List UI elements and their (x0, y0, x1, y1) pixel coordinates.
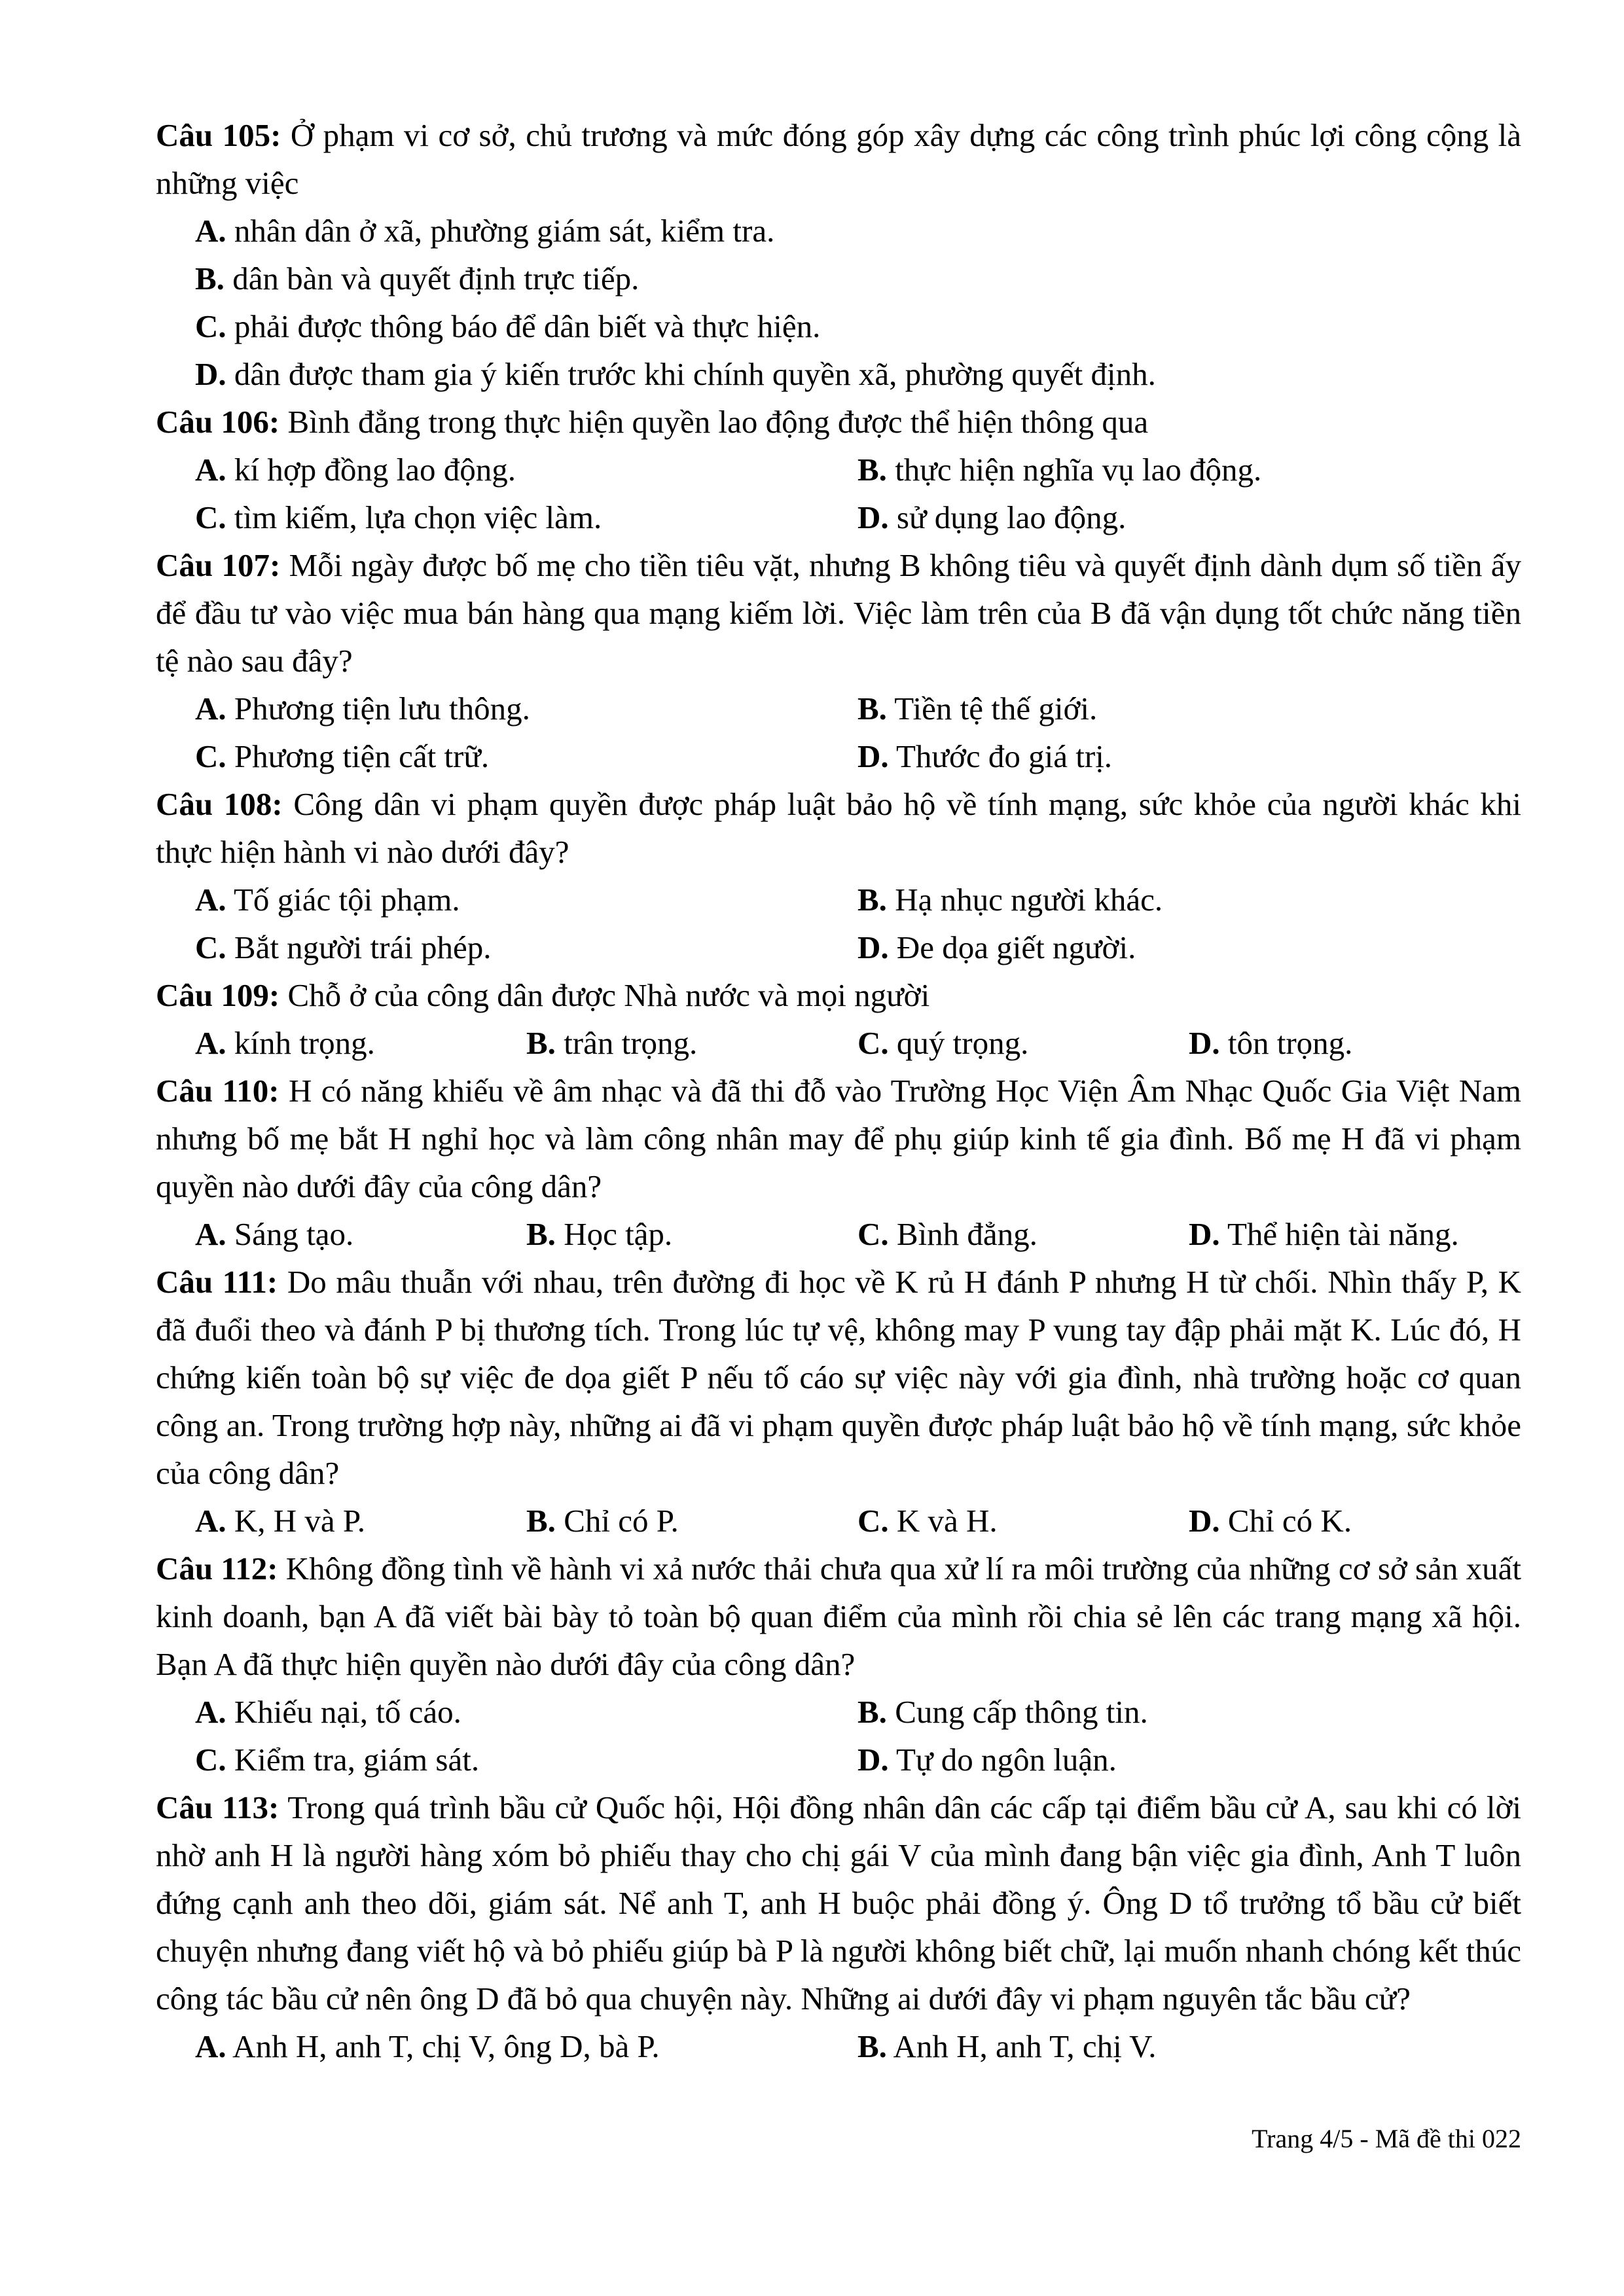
option-label: A. (195, 691, 226, 726)
option-label: A. (195, 1025, 226, 1061)
option-label: C. (857, 1503, 889, 1539)
option-label: B. (526, 1025, 556, 1061)
option-text: Tiền tệ thế giới. (886, 691, 1098, 726)
option-text: sử dụng lao động. (888, 499, 1127, 535)
option-row (195, 924, 1521, 971)
question-number: Câu 105: (156, 117, 281, 153)
option-label: C. (195, 929, 226, 965)
answer-option-b (857, 685, 1520, 732)
answer-option-c (857, 1019, 1189, 1067)
answer-option-c (195, 493, 857, 541)
question-6 (156, 1067, 1521, 1258)
question-stem (156, 1545, 1521, 1688)
option-row (195, 685, 1521, 732)
answer-option-c (857, 1210, 1189, 1258)
answer-option-c (195, 924, 857, 971)
answer-option-d (857, 924, 1520, 971)
answer-option-a (195, 2022, 857, 2070)
option-label: A. (195, 213, 226, 249)
option-text: Học tập. (555, 1216, 673, 1252)
option-text: Kiểm tra, giám sát. (226, 1742, 480, 1778)
answer-option-b (857, 876, 1520, 924)
answer-option-d (1189, 1019, 1520, 1067)
option-label: A. (195, 2028, 226, 2064)
option-label: C. (195, 1742, 226, 1778)
option-text: Bắt người trái phép. (226, 929, 492, 965)
option-label: B. (857, 882, 887, 918)
question-number: Câu 106: (156, 404, 280, 440)
option-row (195, 876, 1521, 924)
option-text: quý trọng. (888, 1025, 1029, 1061)
option-text: dân bàn và quyết định trực tiếp. (224, 260, 640, 296)
option-text: kính trọng. (226, 1025, 375, 1061)
question-4 (156, 780, 1521, 971)
question-number: Câu 112: (156, 1551, 278, 1587)
question-stem (156, 971, 1521, 1019)
answer-option-a (195, 1210, 526, 1258)
question-text: Không đồng tình về hành vi xả nước thải chưa qua xử lí ra môi trường của những cơ sở sản xuất kinh doanh, bạn A đã viết bài bày tỏ toàn bộ quan điểm của mình rồi chia sẻ lên các trang mạng xã hội. Bạn A đã thực hiện quyền nào dưới đây của công dân? (156, 1551, 1521, 1682)
answer-option-b (857, 446, 1520, 493)
option-label: B. (857, 2028, 887, 2064)
option-row (195, 255, 1521, 302)
option-text: Phương tiện lưu thông. (226, 691, 530, 726)
option-text: nhân dân ở xã, phường giám sát, kiểm tra. (226, 213, 775, 249)
option-text: Hạ nhục người khác. (886, 882, 1163, 918)
answer-option-a (195, 1019, 526, 1067)
option-row (195, 1210, 1521, 1258)
question-5 (156, 971, 1521, 1067)
answer-option-a (195, 446, 857, 493)
option-row (195, 1736, 1521, 1784)
option-label: A. (195, 882, 226, 918)
option-text: Tố giác tội phạm. (226, 882, 460, 918)
question-stem (156, 541, 1521, 685)
answer-option-a (195, 207, 1521, 255)
answer-options (156, 2022, 1521, 2070)
option-label: B. (857, 691, 887, 726)
answer-option-a (195, 685, 857, 732)
question-text: H có năng khiếu về âm nhạc và đã thi đỗ vào Trường Học Viện Âm Nhạc Quốc Gia Việt Nam nhưng bố mẹ bắt H nghỉ học và làm công nhân may để phụ giúp kinh tế gia đình. Bố mẹ H đã vi phạm quyền nào dưới đây của công dân? (156, 1073, 1521, 1204)
option-row (195, 493, 1521, 541)
question-stem (156, 1784, 1521, 2022)
answer-options (156, 1210, 1521, 1258)
answer-option-c (195, 302, 1521, 350)
option-text: Anh H, anh T, chị V. (886, 2028, 1157, 2064)
option-text: K và H. (888, 1503, 998, 1539)
option-label: B. (857, 452, 887, 488)
option-row (195, 446, 1521, 493)
answer-option-b (526, 1019, 857, 1067)
question-1 (156, 111, 1521, 398)
option-text: Đe dọa giết người. (888, 929, 1136, 965)
option-label: C. (195, 308, 226, 344)
option-row (195, 2022, 1521, 2070)
answer-option-d (195, 350, 1521, 398)
option-label: C. (195, 738, 226, 774)
option-text: kí hợp đồng lao động. (226, 452, 516, 488)
option-label: D. (857, 1742, 889, 1778)
page-footer: Trang 4/5 - Mã đề thi 022 (1252, 2124, 1521, 2153)
answer-option-b (195, 255, 1521, 302)
option-text: Chỉ có P. (555, 1503, 679, 1539)
option-row (195, 1688, 1521, 1736)
answer-option-d (1189, 1497, 1520, 1545)
option-label: D. (857, 929, 889, 965)
question-stem (156, 111, 1521, 207)
option-label: D. (1189, 1503, 1220, 1539)
option-text: tìm kiếm, lựa chọn việc làm. (226, 499, 602, 535)
option-text: Thể hiện tài năng. (1219, 1216, 1459, 1252)
option-text: trân trọng. (555, 1025, 698, 1061)
question-stem (156, 780, 1521, 876)
option-label: C. (857, 1025, 889, 1061)
option-label: A. (195, 1216, 226, 1252)
answer-option-b (857, 1688, 1520, 1736)
option-label: B. (857, 1694, 887, 1730)
answer-options (156, 876, 1521, 971)
option-row (195, 732, 1521, 780)
answer-option-c (857, 1497, 1189, 1545)
option-text: Chỉ có K. (1219, 1503, 1352, 1539)
option-text: Sáng tạo. (226, 1216, 354, 1252)
option-label: C. (195, 499, 226, 535)
answer-option-d (1189, 1210, 1520, 1258)
option-text: thực hiện nghĩa vụ lao động. (886, 452, 1262, 488)
option-label: A. (195, 1503, 226, 1539)
question-stem (156, 1067, 1521, 1210)
answer-options (156, 1019, 1521, 1067)
answer-option-d (857, 1736, 1520, 1784)
option-row (195, 302, 1521, 350)
question-text: Ở phạm vi cơ sở, chủ trương và mức đóng góp xây dựng các công trình phúc lợi công cộng là những việc (156, 117, 1521, 201)
question-text: Trong quá trình bầu cử Quốc hội, Hội đồng nhân dân các cấp tại điểm bầu cử A, sau khi có lời nhờ anh H là người hàng xóm bỏ phiếu thay cho chị gái V của mình đang bận việc gia đình, Anh T luôn đứng cạnh anh theo dõi, giám sát. Nể anh T, anh H buộc phải đồng ý. Ông D tổ trưởng tổ bầu cử biết chuyện nhưng đang viết hộ và bỏ phiếu giúp bà P là người không biết chữ, lại muốn nhanh chóng kết thúc công tác bầu cử nên ông D đã bỏ qua chuyện này. Những ai dưới đây vi phạm nguyên tắc bầu cử? (156, 1789, 1521, 2017)
answer-options (156, 1688, 1521, 1784)
question-number: Câu 111: (156, 1264, 278, 1300)
option-row (195, 207, 1521, 255)
question-number: Câu 109: (156, 977, 280, 1013)
answer-option-b (857, 2022, 1520, 2070)
option-text: Anh H, anh T, chị V, ông D, bà P. (226, 2028, 660, 2064)
option-label: A. (195, 1694, 226, 1730)
answer-option-d (857, 732, 1520, 780)
answer-option-b (526, 1210, 857, 1258)
question-text: Chỗ ở của công dân được Nhà nước và mọi người (280, 977, 930, 1013)
answer-option-b (526, 1497, 857, 1545)
option-text: Khiếu nại, tố cáo. (226, 1694, 461, 1730)
answer-option-d (857, 493, 1520, 541)
option-text: Phương tiện cất trữ. (226, 738, 490, 774)
exam-page (156, 111, 1521, 2070)
question-2 (156, 398, 1521, 541)
option-text: K, H và P. (226, 1503, 365, 1539)
answer-option-c (195, 732, 857, 780)
option-label: D. (1189, 1025, 1220, 1061)
question-text: Công dân vi phạm quyền được pháp luật bảo hộ về tính mạng, sức khỏe của người khác khi thực hiện hành vi nào dưới đây? (156, 786, 1521, 870)
option-text: phải được thông báo để dân biết và thực hiện. (226, 308, 821, 344)
option-label: B. (195, 260, 225, 296)
answer-option-a (195, 876, 857, 924)
question-9 (156, 1784, 1521, 2070)
answer-options (156, 207, 1521, 398)
question-number: Câu 110: (156, 1073, 280, 1109)
answer-options (156, 1497, 1521, 1545)
option-label: D. (857, 499, 889, 535)
option-row (195, 350, 1521, 398)
option-text: tôn trọng. (1219, 1025, 1353, 1061)
option-label: D. (857, 738, 889, 774)
option-label: B. (526, 1503, 556, 1539)
question-number: Câu 113: (156, 1789, 280, 1825)
option-text: Cung cấp thông tin. (886, 1694, 1148, 1730)
question-8 (156, 1545, 1521, 1784)
answer-options (156, 685, 1521, 780)
answer-option-a (195, 1688, 857, 1736)
option-row (195, 1019, 1521, 1067)
option-text: Tự do ngôn luận. (888, 1742, 1117, 1778)
option-label: B. (526, 1216, 556, 1252)
option-text: Bình đẳng. (888, 1216, 1038, 1252)
option-label: D. (1189, 1216, 1220, 1252)
question-text: Do mâu thuẫn với nhau, trên đường đi học về K rủ H đánh P nhưng H từ chối. Nhìn thấy P, K đã đuổi theo và đánh P bị thương tích. Trong lúc tự vệ, không may P vung tay đập phải mặt K. Lúc đó, H chứng kiến toàn bộ sự việc đe dọa giết P nếu tố cáo sự việc này với gia đình, nhà trường hoặc cơ quan công an. Trong trường hợp này, những ai đã vi phạm quyền được pháp luật bảo hộ về tính mạng, sức khỏe của công dân? (156, 1264, 1521, 1491)
question-text: Bình đẳng trong thực hiện quyền lao động được thể hiện thông qua (280, 404, 1149, 440)
option-label: A. (195, 452, 226, 488)
question-number: Câu 108: (156, 786, 283, 822)
option-text: Thước đo giá trị. (888, 738, 1113, 774)
option-text: dân được tham gia ý kiến trước khi chính quyền xã, phường quyết định. (226, 356, 1156, 392)
question-number: Câu 107: (156, 547, 281, 583)
option-label: C. (857, 1216, 889, 1252)
answer-options (156, 446, 1521, 541)
answer-option-c (195, 1736, 857, 1784)
question-3 (156, 541, 1521, 780)
question-7 (156, 1258, 1521, 1545)
question-stem (156, 398, 1521, 446)
option-label: D. (195, 356, 226, 392)
option-row (195, 1497, 1521, 1545)
question-stem (156, 1258, 1521, 1497)
question-text: Mỗi ngày được bố mẹ cho tiền tiêu vặt, nhưng B không tiêu và quyết định dành dụm số tiền ấy để đầu tư vào việc mua bán hàng qua mạng kiếm lời. Việc làm trên của B đã vận dụng tốt chức năng tiền tệ nào sau đây? (156, 547, 1521, 679)
answer-option-a (195, 1497, 526, 1545)
